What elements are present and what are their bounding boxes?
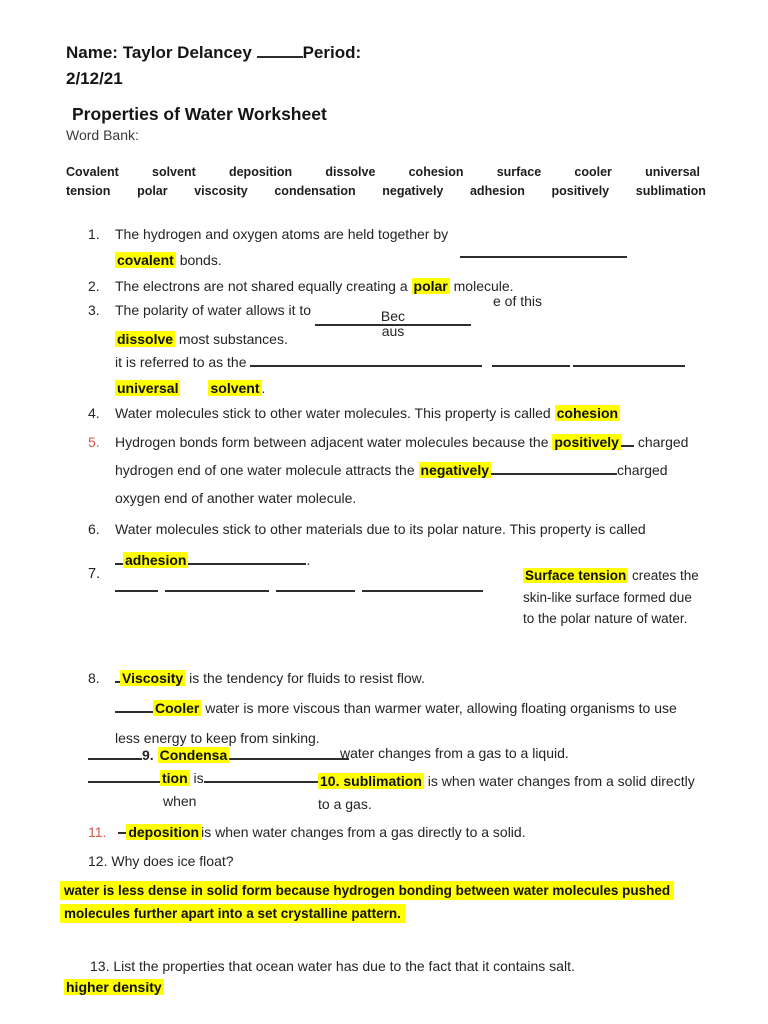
blank-line — [88, 771, 160, 783]
question-11-number: 11. — [88, 824, 107, 840]
question-4-number: 4. — [88, 405, 100, 421]
question-12-answer-line-2: molecules further apart into a set crystalline pattern. — [60, 904, 405, 923]
question-6-number: 6. — [88, 521, 100, 537]
page-title: Properties of Water Worksheet — [72, 104, 327, 124]
question-9-number: 9. — [142, 747, 154, 763]
question-7-answer: Surface tension — [525, 568, 627, 583]
question-8-answer-2: Cooler — [155, 700, 200, 716]
question-9-answer-part-1: Condensa — [159, 747, 228, 763]
question-13-answer: higher density — [66, 979, 162, 995]
word-bank-row-2 — [66, 184, 706, 198]
question-11 — [88, 819, 526, 845]
blank-line — [229, 748, 349, 760]
student-header — [66, 40, 361, 92]
word-bank-item: polar — [137, 184, 168, 198]
word-bank-item: surface — [496, 165, 542, 179]
question-12 — [88, 848, 234, 874]
question-10-text-1: is when water changes from a solid directly — [423, 773, 695, 789]
question-2-answer: polar — [413, 278, 448, 294]
question-13-text: List the properties that ocean water has due to the fact that it contains salt. — [113, 958, 575, 974]
question-3 — [88, 293, 543, 352]
question-3-partial-below: aus — [381, 323, 405, 339]
question-7-note — [523, 565, 721, 630]
question-7-number: 7. — [88, 566, 101, 582]
word-bank-item: negatively — [382, 184, 444, 198]
question-10 — [318, 770, 758, 816]
blank-line — [188, 553, 306, 565]
question-9-word-when: when — [163, 793, 197, 809]
blank-line — [115, 580, 158, 592]
question-13-number: 13. — [90, 958, 110, 974]
word-bank-item: universal — [645, 165, 700, 179]
question-5-text-2: hydrogen end of one water molecule attracts the — [115, 462, 419, 478]
question-8-text-2: water is more viscous than warmer water, allowing floating organisms to use — [201, 700, 677, 716]
word-bank-item: cooler — [574, 165, 612, 179]
question-3-answer: dissolve — [117, 331, 174, 347]
name-line — [66, 40, 361, 66]
question-2-post: molecule. — [449, 278, 514, 294]
blank-line — [115, 553, 123, 565]
question-1-answer: covalent — [117, 252, 174, 268]
blank-line — [362, 580, 483, 592]
question-5-number: 5. — [88, 434, 100, 450]
question-5-answer-1: positively — [554, 434, 619, 450]
question-3-cont-text: it is referred to as the — [115, 354, 251, 370]
word-bank-item: positively — [551, 184, 610, 198]
question-8-text-1: is the tendency for fluids to resist flow. — [185, 670, 425, 686]
question-4-text: Water molecules stick to other water molecules. This property is called — [115, 405, 555, 421]
question-11-text: is when water changes from a gas directly to a solid. — [201, 824, 526, 840]
word-bank-item: solvent — [152, 165, 196, 179]
question-5 — [88, 428, 688, 512]
question-8-number: 8. — [88, 670, 100, 686]
question-8 — [88, 663, 677, 753]
question-3-answer-2: universal — [117, 380, 179, 396]
word-bank-item: condensation — [274, 184, 356, 198]
blank-line — [492, 355, 570, 367]
question-10-text-2: to a gas. — [318, 796, 372, 812]
question-12-answer-block — [60, 879, 720, 925]
question-2-text: The electrons are not shared equally creating a — [115, 278, 412, 294]
question-3-after-blank: e of this — [492, 293, 543, 309]
name-value: Taylor Delancey — [122, 43, 252, 62]
question-7-note-line-2: skin-like surface formed due — [523, 589, 692, 605]
word-bank-item: dissolve — [325, 165, 376, 179]
question-2-number: 2. — [88, 278, 100, 294]
question-9-right-text: water changes from a gas to a liquid. — [340, 745, 569, 761]
word-bank-item: tension — [66, 184, 111, 198]
word-bank-item: viscosity — [194, 184, 248, 198]
question-8-answer-1: Viscosity — [122, 670, 184, 686]
question-5-post-1: charged — [633, 434, 689, 450]
question-13-answer-wrap — [64, 974, 164, 1000]
question-1-text: The hydrogen and oxygen atoms are held together by — [115, 226, 449, 242]
blank-line — [573, 355, 685, 367]
question-4 — [88, 400, 620, 426]
question-4-answer: cohesion — [556, 405, 619, 421]
word-bank-item: adhesion — [469, 184, 525, 198]
blank-line — [250, 355, 482, 367]
date-value: 2/12/21 — [66, 69, 123, 88]
question-12-answer-line-1: water is less dense in solid form because hydrogen bonding between water molecules pushed — [60, 881, 674, 900]
question-3-answer-3: solvent — [210, 380, 260, 396]
word-bank-row-1 — [66, 165, 700, 179]
question-3-blank — [315, 308, 471, 339]
question-8-text-3: less energy to keep from sinking. — [115, 730, 320, 746]
blank-line — [621, 435, 634, 447]
question-3-text: The polarity of water allows it to — [115, 302, 315, 318]
question-11-answer: deposition — [128, 824, 200, 840]
word-bank-label: Word Bank: — [66, 127, 139, 143]
period-label: Period: — [302, 43, 362, 62]
blank-line — [204, 771, 329, 783]
question-2 — [88, 273, 514, 299]
question-3-cont-end: . — [261, 380, 266, 396]
word-bank-item: sublimation — [635, 184, 706, 198]
blank-line — [491, 463, 617, 475]
question-3-post: most substances. — [175, 331, 288, 347]
question-7-note-line-3: to the polar nature of water. — [523, 611, 688, 626]
question-7-note-text: creates the — [628, 568, 699, 583]
word-bank-item: Covalent — [66, 165, 119, 179]
question-5-answer-2: negatively — [420, 462, 489, 478]
blank-line — [115, 701, 153, 713]
question-1-number: 1. — [88, 226, 100, 242]
question-12-text: Why does ice float? — [111, 853, 234, 869]
question-5-text-3: oxygen end of another water molecule. — [115, 490, 357, 506]
question-6-text: Water molecules stick to other materials due to its polar nature. This property is called — [115, 521, 646, 537]
question-1 — [88, 221, 448, 273]
word-bank-item: deposition — [228, 165, 293, 179]
blank-line — [165, 580, 269, 592]
question-12-number: 12. — [88, 853, 108, 869]
question-3-partial-above: Bec — [380, 308, 406, 324]
question-1-blank-line — [460, 244, 627, 258]
question-3-number: 3. — [88, 302, 100, 318]
question-9-answer-part-2: tion — [162, 770, 188, 786]
period-blank-line — [257, 46, 303, 58]
blank-line — [88, 748, 142, 760]
question-5-text: Hydrogen bonds form between adjacent water molecules because the — [115, 434, 553, 450]
question-9-word-is: is — [189, 770, 204, 786]
word-bank-item: cohesion — [408, 165, 464, 179]
blank-line — [276, 580, 355, 592]
question-6-answer: adhesion — [125, 552, 187, 568]
question-7-blank-lines — [115, 580, 483, 592]
question-5-post-2: charged — [617, 462, 668, 478]
question-3-continuation — [115, 349, 685, 401]
name-label: Name: — [66, 43, 118, 62]
question-1-suffix: bonds. — [175, 252, 222, 268]
question-9 — [88, 744, 349, 813]
question-6-end: . — [306, 552, 311, 568]
question-10-number-answer: 10. sublimation — [320, 773, 422, 789]
